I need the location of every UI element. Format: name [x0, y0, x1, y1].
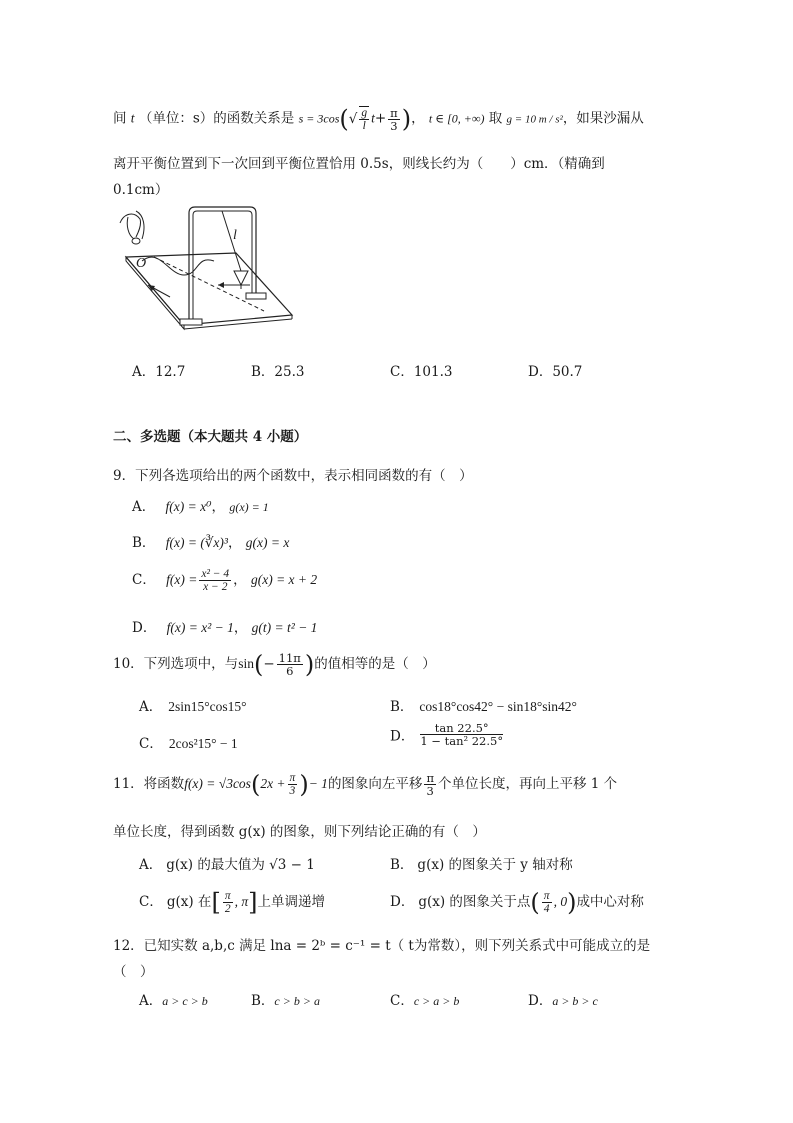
- q10-option-c[interactable]: C． 2cos²15° − 1: [139, 736, 238, 752]
- intro-line-3: 0.1cm）: [113, 182, 169, 198]
- intro-text: ，如果沙漏从: [562, 110, 644, 127]
- fraction: $\frac{\pi}{4}$: [543, 890, 550, 916]
- q8-option-a[interactable]: A．12.7: [132, 364, 186, 380]
- q9-option-b[interactable]: B． f(x) = (∛x)³， g(x) = x: [132, 535, 290, 551]
- paren-right: ): [401, 105, 412, 134]
- sand-pendulum-figure: [114, 205, 294, 337]
- q8-option-c[interactable]: C．101.3: [390, 364, 453, 380]
- q11-option-d[interactable]: D． g(x) 的图象关于点( $\frac{\pi}{4}$ , 0)成中心对称: [390, 888, 644, 917]
- fraction-g-over-l: $\frac{g}{l}$: [361, 107, 368, 133]
- formula-s: s = 3cos: [298, 111, 340, 126]
- intro-text: （单位：s）的函数关系是: [138, 110, 295, 127]
- q11-line-2: 单位长度，得到函数 g(x) 的图象，则下列结论正确的有（ ）: [113, 824, 486, 840]
- t-range: t ∈ [0, +∞): [428, 111, 485, 126]
- fraction: $\frac{\tan 22.5^\circ}{\text{1 − tan² 22.5°}}$: [420, 721, 504, 749]
- intro-line-2: 离开平衡位置到下一次回到平衡位置恰用 0.5s，则线长约为（ ）cm．（精确到: [113, 156, 605, 172]
- q10-stem: 10．下列选项中，与sin(− $\frac{11\pi}{6}$ )的值相等的是（ ）: [113, 650, 436, 679]
- q9-option-c[interactable]: C． f(x) = $\frac{\text{x² − 4}}{x - 2}$ ， g(x) = x + 2: [132, 568, 318, 594]
- fraction: $\frac{\text{x² − 4}}{x - 2}$: [201, 568, 230, 594]
- q10-option-a[interactable]: A． 2sin15°cos15°: [139, 699, 247, 715]
- q10-option-b[interactable]: B． cos18°cos42° − sin18°sin42°: [390, 699, 577, 715]
- fraction: $\frac{\pi}{3}$: [289, 772, 296, 798]
- frame-foot: [180, 319, 202, 325]
- label-o: O: [136, 256, 147, 271]
- q12-option-b[interactable]: B．c > b > a: [251, 993, 320, 1009]
- sqrt-sign: √: [348, 111, 358, 128]
- section-heading: 二、多选题（本大题共 4 小题）: [113, 429, 308, 445]
- q9-option-a[interactable]: A． f(x) = x⁰， g(x) = 1: [132, 499, 269, 515]
- fraction: $\frac{\pi}{3}$: [426, 771, 434, 799]
- hand-icon: [120, 211, 144, 239]
- paren-left: (: [339, 105, 349, 134]
- variable-t: t: [130, 110, 135, 126]
- q8-option-b[interactable]: B．25.3: [251, 364, 305, 380]
- q9-option-d[interactable]: D． f(x) = x² − 1， g(t) = t² − 1: [132, 620, 318, 636]
- g-value: g = 10 m / s²: [506, 113, 563, 126]
- q12-option-a[interactable]: A．a > c > b: [139, 993, 208, 1009]
- variable-t: t: [371, 110, 375, 126]
- q10-option-d[interactable]: D． $\frac{\tan 22.5^\circ}{\text{1 − tan² 22.5°}}$: [390, 721, 504, 749]
- sand-funnel: [234, 271, 248, 285]
- label-l: l: [233, 228, 237, 243]
- q11-option-c[interactable]: C． g(x) 在[ $\frac{\pi}{2}$ , π]上单调递增: [139, 888, 325, 917]
- pendulum-string: [222, 211, 241, 271]
- fraction-pi-over-3: $\frac{\pi}{3}$: [390, 105, 398, 133]
- q11-option-b[interactable]: B． g(x) 的图象关于 y 轴对称: [390, 857, 573, 873]
- q11-option-a[interactable]: A． g(x) 的最大值为 √3 − 1: [139, 857, 315, 873]
- q12-option-d[interactable]: D．a > b > c: [528, 993, 598, 1009]
- fraction: $\frac{\pi}{2}$: [224, 890, 231, 916]
- frame-foot: [246, 293, 266, 299]
- q12-option-c[interactable]: C．c > a > b: [390, 993, 460, 1009]
- sand-trace: [142, 257, 214, 275]
- q9-stem: 9．下列各选项给出的两个函数中，表示相同函数的有（ ）: [113, 468, 473, 484]
- intro-line-1: 间 t （单位：s）的函数关系是 s = 3cos(√ $\frac{g}{l}$ t+ $\frac{\pi}{3}$ )， t ∈ [0, +∞) 取 g = 10 m / s²，如果沙漏从: [113, 105, 644, 134]
- q12-stem: 12．已知实数 a,b,c 满足 lna = 2ᵇ = c⁻¹ = t（ t为常数），则下列关系式中可能成立的是: [113, 938, 651, 954]
- intro-text: 间: [113, 110, 127, 127]
- plus-sign: +: [374, 110, 387, 127]
- q8-option-d[interactable]: D．50.7: [528, 364, 583, 380]
- fraction: $\frac{11\pi}{6}$: [278, 651, 301, 679]
- intro-text: 取: [488, 110, 503, 127]
- q12-paren: （ ）: [113, 964, 154, 980]
- q11-stem: 11．将函数f(x) = √3cos(2x + $\frac{\pi}{3}$ )− 1的图象向左平移 $\frac{\pi}{3}$ 个单位长度，再向上平移 1 个: [113, 770, 618, 799]
